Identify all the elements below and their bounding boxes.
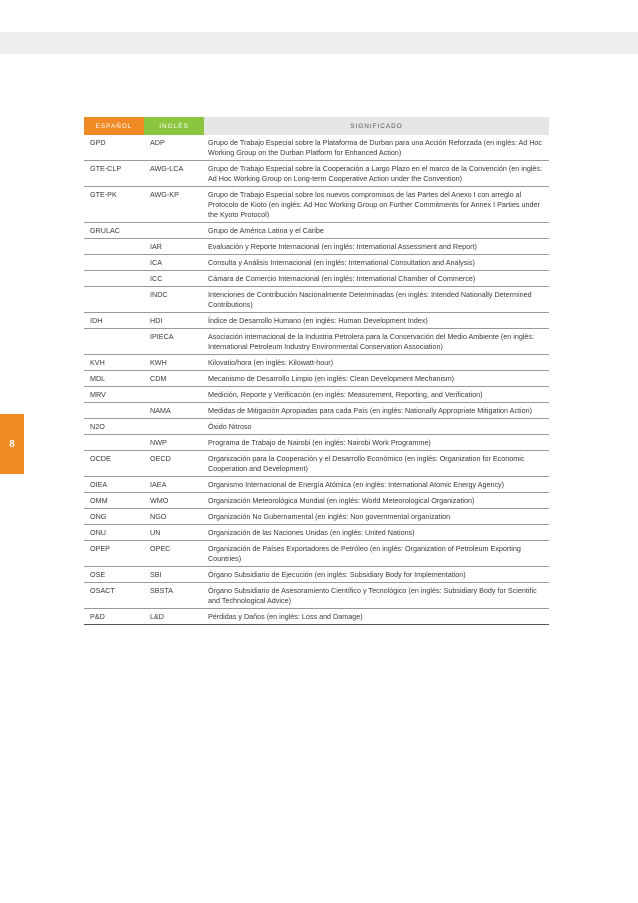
cell-significado: Organización Meteorológica Mundial (en inglés: World Meteorological Organization) bbox=[204, 493, 549, 509]
cell-espanol bbox=[84, 403, 144, 419]
header-significado: SIGNIFICADO bbox=[204, 117, 549, 135]
cell-significado: Óxido Nitroso bbox=[204, 419, 549, 435]
cell-ingles: HDI bbox=[144, 313, 204, 329]
cell-espanol: IDH bbox=[84, 313, 144, 329]
cell-ingles: ADP bbox=[144, 135, 204, 161]
top-band bbox=[0, 32, 638, 54]
cell-significado: Programa de Trabajo de Nairobi (en inglés: Nairobi Work Programme) bbox=[204, 435, 549, 451]
table-row bbox=[84, 541, 549, 567]
cell-espanol bbox=[84, 329, 144, 355]
header-ingles: INGLÉS bbox=[144, 117, 204, 135]
table-row bbox=[84, 493, 549, 509]
table-row bbox=[84, 187, 549, 223]
cell-ingles: KWH bbox=[144, 355, 204, 371]
cell-significado: Kilovatio/hora (en inglés: Kilowatt-hour) bbox=[204, 355, 549, 371]
table-row bbox=[84, 609, 549, 625]
cell-espanol: MRV bbox=[84, 387, 144, 403]
cell-ingles: OPEC bbox=[144, 541, 204, 567]
cell-espanol: P&D bbox=[84, 609, 144, 625]
cell-ingles: NGO bbox=[144, 509, 204, 525]
cell-significado: Grupo de América Latina y el Caribe bbox=[204, 223, 549, 239]
cell-espanol: OIEA bbox=[84, 477, 144, 493]
table-body bbox=[84, 135, 549, 625]
acronym-table bbox=[84, 117, 549, 625]
cell-espanol: OMM bbox=[84, 493, 144, 509]
table-row bbox=[84, 271, 549, 287]
cell-espanol bbox=[84, 239, 144, 255]
cell-ingles bbox=[144, 419, 204, 435]
cell-significado: Organización No Gubernamental (en inglés: Non governmental organization bbox=[204, 509, 549, 525]
cell-significado: Índice de Desarrollo Humano (en inglés: Human Development Index) bbox=[204, 313, 549, 329]
cell-espanol: OCDE bbox=[84, 451, 144, 477]
cell-espanol: GPD bbox=[84, 135, 144, 161]
cell-significado: Organismo Internacional de Energía Atómica (en inglés: International Atomic Energy Agency) bbox=[204, 477, 549, 493]
cell-espanol bbox=[84, 287, 144, 313]
cell-significado: Consulta y Análisis Internacional (en inglés: International Consultation and Analysis) bbox=[204, 255, 549, 271]
cell-ingles: ICA bbox=[144, 255, 204, 271]
cell-ingles: NAMA bbox=[144, 403, 204, 419]
table-row bbox=[84, 525, 549, 541]
table-header-row bbox=[84, 117, 549, 135]
table-row bbox=[84, 355, 549, 371]
cell-significado: Organización de Países Exportadores de Petróleo (en inglés: Organization of Petroleum Exporting Countries) bbox=[204, 541, 549, 567]
table-row bbox=[84, 287, 549, 313]
cell-espanol: N2O bbox=[84, 419, 144, 435]
table-row bbox=[84, 161, 549, 187]
cell-espanol: KVH bbox=[84, 355, 144, 371]
cell-ingles bbox=[144, 387, 204, 403]
cell-ingles: IAR bbox=[144, 239, 204, 255]
cell-significado: Pérdidas y Daños (en inglés: Loss and Damage) bbox=[204, 609, 549, 625]
cell-ingles: AWG-LCA bbox=[144, 161, 204, 187]
cell-espanol: GTE-CLP bbox=[84, 161, 144, 187]
cell-ingles: NWP bbox=[144, 435, 204, 451]
cell-significado: Medidas de Mitigación Apropiadas para cada País (en inglés: Nationally Appropriate Mitigation Action) bbox=[204, 403, 549, 419]
table-row bbox=[84, 509, 549, 525]
cell-espanol: OSE bbox=[84, 567, 144, 583]
table-row bbox=[84, 313, 549, 329]
cell-ingles: CDM bbox=[144, 371, 204, 387]
cell-ingles: IAEA bbox=[144, 477, 204, 493]
header-espanol: ESPAÑOL bbox=[84, 117, 144, 135]
cell-significado: Órgano Subsidiario de Ejecución (en inglés: Subsidiary Body for Implementation) bbox=[204, 567, 549, 583]
cell-ingles: INDC bbox=[144, 287, 204, 313]
page-number-tab bbox=[0, 414, 24, 474]
cell-espanol: OSACT bbox=[84, 583, 144, 609]
cell-ingles: ICC bbox=[144, 271, 204, 287]
cell-espanol bbox=[84, 255, 144, 271]
table-row bbox=[84, 403, 549, 419]
cell-significado: Asociación internacional de la Industria Petrolera para la Conservación del Medio Ambiente (en inglés: International Petroleum Industry Environmental Conservation Association) bbox=[204, 329, 549, 355]
cell-significado: Intenciones de Contribución Nacionalmente Determinadas (en inglés: Intended Nationally Determined Contributions) bbox=[204, 287, 549, 313]
cell-significado: Grupo de Trabajo Especial sobre la Plataforma de Durban para una Acción Reforzada (en inglés: Ad Hoc Working Group on the Durban Platform for Enhanced Action) bbox=[204, 135, 549, 161]
cell-significado: Grupo de Trabajo Especial sobre los nuevos compromisos de las Partes del Anexo I con arreglo al Protocolo de Kioto (en inglés: Ad Hoc Working Group on Further Commitments for Annex I Parties under the Kyoto Protocol) bbox=[204, 187, 549, 223]
table-row bbox=[84, 371, 549, 387]
cell-ingles: UN bbox=[144, 525, 204, 541]
cell-espanol: ONU bbox=[84, 525, 144, 541]
cell-significado: Órgano Subsidiario de Asesoramiento Científico y Tecnológico (en inglés: Subsidiary Body for Scientific and Technological Advice) bbox=[204, 583, 549, 609]
cell-espanol: GRULAC bbox=[84, 223, 144, 239]
cell-ingles: WMO bbox=[144, 493, 204, 509]
cell-ingles: SBSTA bbox=[144, 583, 204, 609]
table-row bbox=[84, 419, 549, 435]
cell-espanol bbox=[84, 435, 144, 451]
table-row bbox=[84, 255, 549, 271]
table-row bbox=[84, 135, 549, 161]
table-row bbox=[84, 477, 549, 493]
cell-espanol: ONG bbox=[84, 509, 144, 525]
cell-ingles: IPIECA bbox=[144, 329, 204, 355]
table-row bbox=[84, 387, 549, 403]
table-row bbox=[84, 567, 549, 583]
cell-significado: Organización para la Cooperación y el Desarrollo Económico (en inglés: Organization for Economic Cooperation and Development) bbox=[204, 451, 549, 477]
cell-ingles: OECD bbox=[144, 451, 204, 477]
table-row bbox=[84, 239, 549, 255]
cell-ingles: SBI bbox=[144, 567, 204, 583]
table-row bbox=[84, 329, 549, 355]
table-row bbox=[84, 435, 549, 451]
acronym-table-container bbox=[84, 117, 549, 625]
cell-espanol: OPEP bbox=[84, 541, 144, 567]
cell-espanol: GTE-PK bbox=[84, 187, 144, 223]
cell-significado: Evaluación y Reporte Internacional (en inglés: International Assessment and Report) bbox=[204, 239, 549, 255]
cell-espanol bbox=[84, 271, 144, 287]
cell-significado: Medición, Reporte y Verificación (en inglés: Measurement, Reporting, and Verification) bbox=[204, 387, 549, 403]
cell-significado: Grupo de Trabajo Especial sobre la Cooperación a Largo Plazo en el marco de la Convención (en inglés: Ad Hoc Working Group on Long-term Cooperative Action under the Convention) bbox=[204, 161, 549, 187]
cell-ingles bbox=[144, 223, 204, 239]
table-row bbox=[84, 451, 549, 477]
table-row bbox=[84, 223, 549, 239]
cell-espanol: MDL bbox=[84, 371, 144, 387]
cell-ingles: L&D bbox=[144, 609, 204, 625]
table-row bbox=[84, 583, 549, 609]
cell-significado: Cámara de Comercio Internacional (en inglés: International Chamber of Commerce) bbox=[204, 271, 549, 287]
page-number: 8 bbox=[9, 438, 15, 450]
cell-ingles: AWG-KP bbox=[144, 187, 204, 223]
cell-significado: Organización de las Naciones Unidas (en inglés: United Nations) bbox=[204, 525, 549, 541]
cell-significado: Mecanismo de Desarrollo Limpio (en inglés: Clean Development Mechanism) bbox=[204, 371, 549, 387]
